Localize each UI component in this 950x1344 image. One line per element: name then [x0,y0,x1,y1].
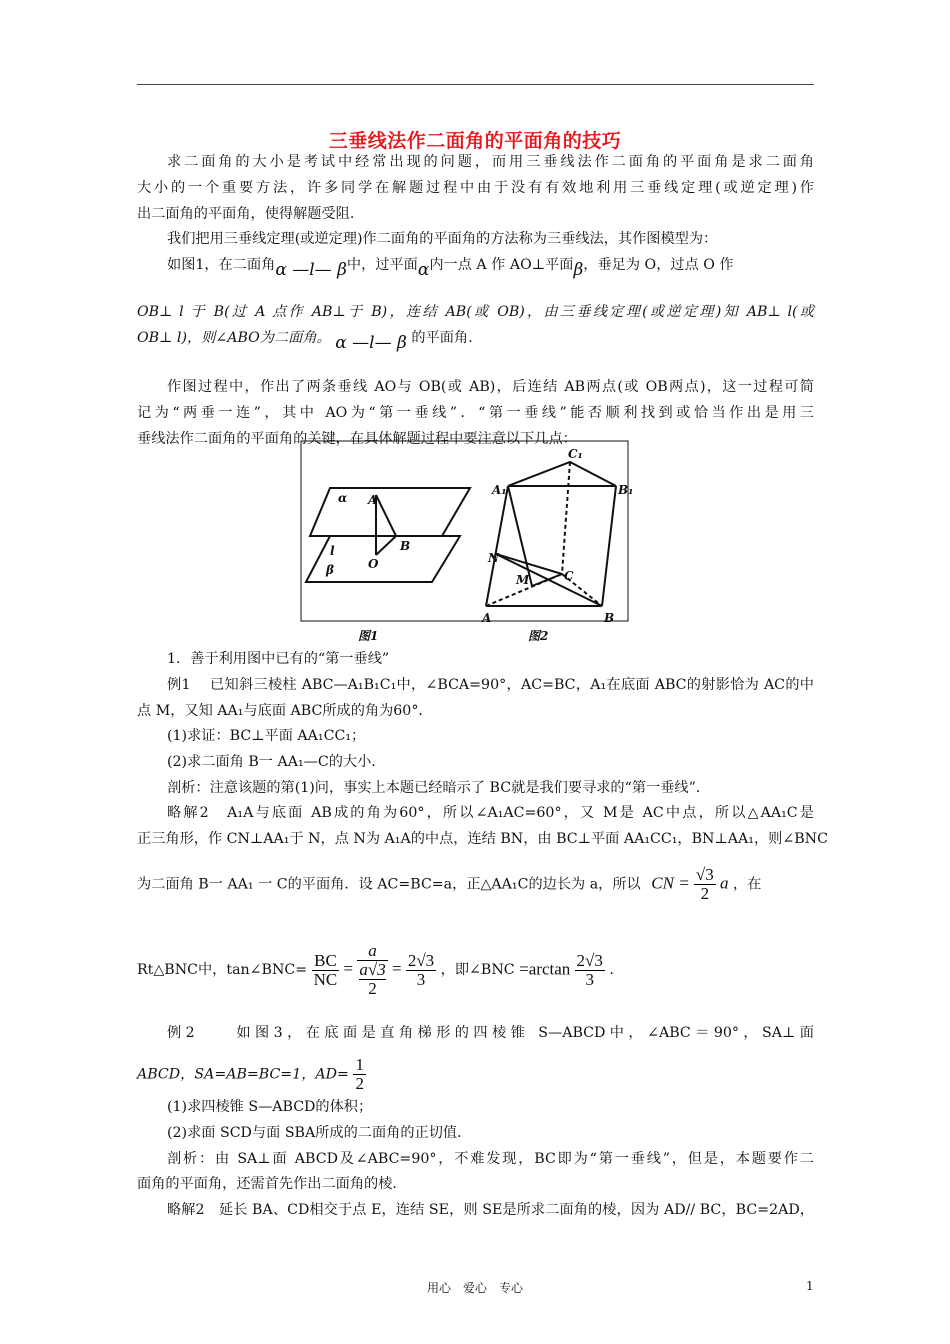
fig1-desc-p3: 内一点 A 作 AO⊥平面 [429,257,574,273]
ex1-line-1: 例1 已知斜三棱柱 ABC—A₁B₁C₁中，∠BCA=90°，AC=BC，A₁在底面 ABC的射影恰为 AC的中 [167,677,814,693]
alpha-symbol: α [417,260,430,280]
fig1-label-O: O [368,557,379,571]
ex2-q1: (1)求四棱锥 S—ABCD的体积； [167,1099,373,1115]
ex1-line-5: 剖析：注意该题的第(1)问，事实上本题已经暗示了 BC就是我们要寻求的“第一垂线”． [167,780,711,796]
process-line-3: 垂线法作二面角的平面角的关键，在具体解题过程中要注意以下几点： [137,431,577,447]
page-number: 1 [806,1279,814,1293]
fig2-caption: 图2 [528,629,549,643]
intro-line-2: 大小的一个重要方法，许多同学在解题过程中由于没有有效地利用三垂线定理(或逆定理)作 [137,180,814,196]
ex1-line-8-text: 为二面角 B一 AA₁ 一 C的平面角．设 AC=BC=a，正△AA₁C的边长为 a，所以 [137,876,641,893]
ex2-analysis-3: 略解2 延长 BA、CD相交于点 E，连结 SE，则 SE是所求二面角的棱，因为 AD// BC，BC=2AD， [167,1202,814,1218]
fig2-label-A1: A₁ [492,483,507,497]
intro-line-3: 出二面角的平面角，使得解题受阻. [137,206,355,222]
fig1-label-l: l [330,544,335,558]
f1-num: BC [312,952,340,971]
formula-cn-var: a [720,873,729,893]
ex2-analysis-1: 剖析：由 SA⊥面 ABCD及∠ABC=90°，不难发现，BC即为“第一垂线”，但是，本题要作二 [167,1151,814,1167]
ex1-line-4: (2)求二面角 B一 AA₁—C的大小． [167,754,386,770]
formula-tan-f1 [312,952,340,989]
f2-den [357,961,387,998]
f2-den-top: a√3 [359,960,386,979]
fig1-desc-line3a: OB⊥ l)，则∠ABO为二面角。 [137,330,331,346]
f3-num: 2√3 [407,950,435,970]
formula-cn-den: 2 [700,884,710,903]
fig1-desc-line-2: OB⊥ l 于 B(过 A 点作 AB⊥于 B)，连结 AB(或 OB)，由三垂线定理(或逆定理)知 AB⊥ l(或 [137,304,814,320]
intro-line-1: 求二面角的大小是考试中经常出现的问题，而用三垂线法作二面角的平面角是求二面角 [167,154,814,170]
arctan-label: =arctan [519,958,571,978]
fig2-label-M: M [516,573,530,587]
fig2-label-B: B [604,611,615,625]
dihedral-symbol-1: α —l— β [275,260,347,280]
ex1-line-6: 略解2 A₁A与底面 AB成的角为60°，所以∠A₁AC=60°，又 M是 AC中点，所以△AA₁C是 [167,805,814,821]
fig1-label-A: A [368,493,378,507]
header-rule [137,84,814,85]
f4-den: 3 [585,969,594,989]
dihedral-symbol-2: α —l— β [335,333,407,353]
fig2-label-N: N [488,551,499,565]
formula-tan-f4 [575,952,605,989]
f2-den-bot: 2 [368,979,377,998]
process-line-1: 作图过程中，作出了两条垂线 AO与 OB(或 AB)，后连结 AB两点(或 OB两点)，这一过程可简 [167,379,814,395]
fig1-caption: 图1 [358,629,379,643]
ex2-line-2-text: ABCD，SA=AB=BC=1，AD= [137,1066,349,1083]
section-1-heading: 1．善于利用图中已有的“第一垂线” [167,651,390,667]
process-line-2: 记为“两垂一连”，其中 AO为“第一垂线”．“第一垂线”能否顺利找到或恰当作出是用三 [137,405,814,421]
fig2-label-C: C [564,569,574,583]
fig1-desc-line3b: 的平面角. [411,330,473,346]
fig1-label-alpha: α [338,491,348,505]
ex1-line-3: (1)求证：BC⊥平面 AA₁CC₁； [167,728,366,744]
ad-num: 1 [355,1055,364,1074]
fig1-desc-p2: 中，过平面 [346,257,418,273]
f2-num: a [357,942,387,961]
ex1-line-7: 正三角形，作 CN⊥AA₁于 N，点 N为 A₁A的中点，连结 BN，由 BC⊥平面 AA₁CC₁，BN⊥AA₁，则∠BNC [137,831,828,847]
formula-cn-tail: ，在 [733,876,762,893]
fig2-label-B1: B₁ [618,483,634,497]
ex2-analysis-2: 面角的平面角，还需首先作出二面角的棱． [137,1176,407,1192]
formula-tan-f2 [357,942,387,998]
fig1-label-beta: β [326,563,334,577]
f3-den: 3 [416,969,426,989]
ex2-line-1: 例2 如图3，在底面是直角梯形的四棱锥 S—ABCD中，∠ABC＝90°，SA⊥面 [167,1025,814,1041]
fig1-desc-p4: ，垂足为 O，过点 O 作 [583,257,734,273]
page-footer: 用心 爱心 专心 [426,1281,523,1295]
formula-tan-mid: ，即∠BNC [440,962,515,978]
formula-tan-end: . [609,962,614,978]
fig1-desc-line-1 [167,256,734,279]
fig2-label-C1: C₁ [568,447,583,461]
fig1-label-B: B [400,539,411,553]
page-title: 三垂线法作二面角的平面角的技巧 [328,130,622,152]
formula-cn-lhs: CN = [651,873,690,893]
formula-tan-line [137,942,614,998]
fig1-desc-line-3 [137,329,473,352]
ad-den: 2 [355,1074,364,1093]
formula-tan: $\frac{BC}{NC}$ = a a√3 2 = $\frac{2√3}{3}$ [313,941,435,998]
f4-num: 2√3 [576,950,603,970]
ex2-q2: (2)求面 SCD与面 SBA所成的二面角的正切值． [167,1125,472,1141]
formula-cn-num: √3 [695,865,714,884]
method-line: 我们把用三垂线定理(或逆定理)作二面角的平面角的方法称为三垂线法，其作图模型为： [167,231,718,247]
formula-cn-frac [694,866,716,903]
beta-symbol: β [573,260,584,280]
figures-image [300,440,634,650]
ad-frac [353,1056,366,1093]
fig2-top-face [508,462,616,486]
fig1-desc-p1: 如图1，在二面角 [167,257,276,273]
fig1-plane-alpha [310,488,470,536]
ex1-line-2: 点 M，又知 AA₁与底面 ABC所成的角为60°． [137,703,433,719]
formula-tan-prefix: Rt△BNC中，tan∠BNC= [137,962,308,978]
fig2-label-A: A [482,611,492,625]
formula-cn [651,866,728,903]
formula-tan-f3 [406,952,436,989]
ex2-line-2 [137,1056,366,1093]
ex1-line-8 [137,866,761,903]
formula-arctan [519,952,605,989]
f1-den: NC [313,969,338,989]
